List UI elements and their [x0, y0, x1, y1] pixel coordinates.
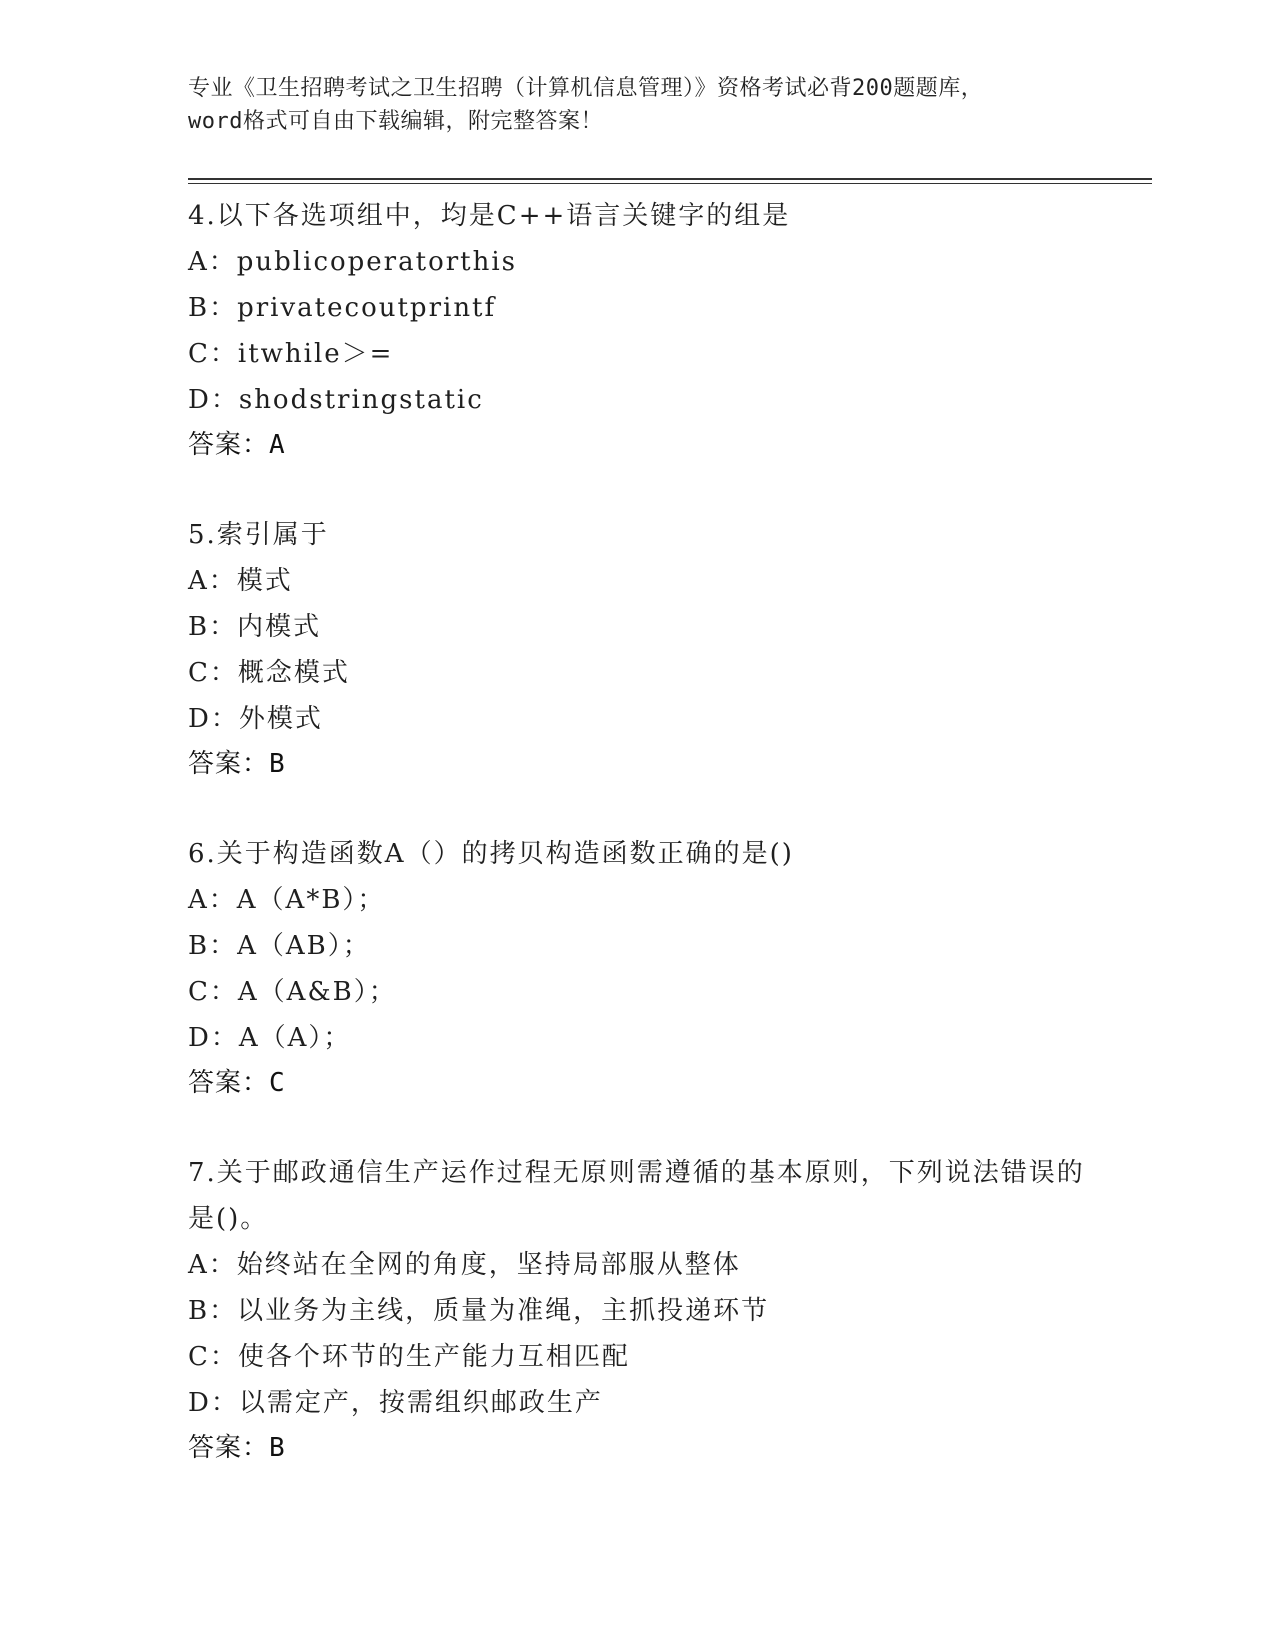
answer-value: C	[269, 1068, 286, 1098]
option-d: D：以需定产，按需组织邮政生产	[188, 1388, 603, 1418]
option-b: B：内模式	[188, 612, 322, 642]
question-7	[188, 1150, 1088, 1471]
answer-line	[188, 741, 1088, 787]
header-line-1: 专业《卫生招聘考试之卫生招聘（计算机信息管理）》资格考试必背200题题库，	[188, 76, 984, 101]
answer-label: 答案：	[188, 749, 270, 779]
answer-label: 答案：	[188, 430, 270, 460]
question-stem: 7.关于邮政通信生产运作过程无原则需遵循的基本原则，下列说法错误的是()。	[188, 1158, 1085, 1234]
document-header	[188, 72, 1088, 138]
question-stem: 5.索引属于	[188, 520, 329, 550]
option-b: B：A（AB）；	[188, 931, 371, 961]
question-4	[188, 193, 1088, 468]
answer-label: 答案：	[188, 1433, 270, 1463]
question-stem: 4.以下各选项组中，均是C++语言关键字的组是	[188, 201, 791, 231]
question-list	[188, 193, 1088, 1515]
option-a: A：publicoperatorthis	[188, 247, 517, 277]
option-c: C：A（A&B）；	[188, 977, 397, 1007]
option-b: B：以业务为主线，质量为准绳，主抓投递环节	[188, 1296, 770, 1326]
option-a: A：A（A*B）；	[188, 885, 386, 915]
answer-label: 答案：	[188, 1068, 270, 1098]
answer-value: B	[269, 749, 286, 779]
answer-value: A	[269, 430, 286, 460]
question-6	[188, 831, 1088, 1106]
question-5	[188, 512, 1088, 787]
option-c: C：itwhile＞=	[188, 339, 394, 369]
answer-line	[188, 1425, 1088, 1471]
header-divider-thin	[188, 183, 1152, 184]
option-d: D：A（A）；	[188, 1023, 352, 1053]
option-d: D：shodstringstatic	[188, 385, 484, 415]
option-c: C：使各个环节的生产能力互相匹配	[188, 1342, 630, 1372]
header-divider-thick	[188, 178, 1152, 180]
header-line-2: word格式可自由下载编辑，附完整答案！	[188, 109, 603, 134]
option-d: D：外模式	[188, 704, 323, 734]
option-a: A：始终站在全网的角度，坚持局部服从整体	[188, 1250, 741, 1280]
answer-value: B	[269, 1433, 286, 1463]
option-b: B：privatecoutprintf	[188, 293, 497, 323]
option-a: A：模式	[188, 566, 293, 596]
answer-line	[188, 1060, 1088, 1106]
option-c: C：概念模式	[188, 658, 350, 688]
question-stem: 6.关于构造函数A（）的拷贝构造函数正确的是()	[188, 839, 794, 869]
answer-line	[188, 422, 1088, 468]
